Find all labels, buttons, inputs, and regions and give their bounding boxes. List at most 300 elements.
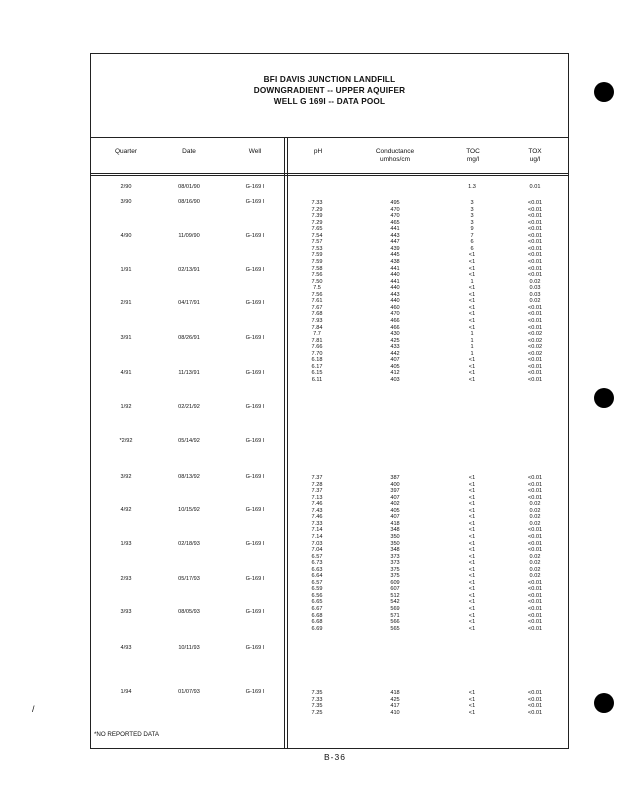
conductance-cell: 440 (390, 285, 400, 292)
conductance-cell: 438 (390, 259, 400, 265)
conductance-cell: 397 (390, 488, 400, 495)
conductance-cell: 445 (390, 252, 400, 259)
header-toc (466, 148, 480, 164)
toc-cell: 7 (470, 232, 474, 239)
date-cell: 08/26/91 (178, 335, 200, 341)
tox-cell: <0.01 (527, 606, 543, 612)
date-cell: 02/21/92 (178, 404, 200, 410)
toc-cell: <1 (468, 311, 476, 318)
table-frame (90, 53, 569, 749)
quarter-cell: 2/93 (120, 576, 132, 582)
well-cell: G-169 I (245, 233, 265, 239)
tox-cell: 0.01 (529, 184, 541, 190)
tox-cell: <0.01 (527, 259, 543, 265)
ph-cell: 7.33 (311, 696, 323, 703)
date-cell: 08/05/93 (178, 609, 200, 615)
tox-cell: <0.01 (527, 200, 543, 206)
ph-cell: 6.69 (311, 625, 323, 632)
ph-cell: 6.68 (311, 619, 323, 626)
quarter-cell: 3/91 (120, 335, 132, 341)
tox-cell: <0.01 (527, 265, 543, 272)
ph-cell: 7.5 (313, 285, 321, 292)
ph-cell: 7.14 (311, 527, 323, 534)
date-cell: 05/17/93 (178, 576, 200, 582)
tox-cell: <0.01 (527, 213, 543, 220)
well-cell: G-169 I (245, 474, 265, 480)
well-cell: G-169 I (245, 335, 265, 341)
tox-cell: <0.01 (527, 488, 543, 495)
well-cell: G-169 I (245, 689, 265, 695)
ph-cell: 7.56 (311, 291, 323, 298)
toc-cell: <1 (468, 619, 476, 626)
toc-cell: 1 (470, 350, 474, 357)
toc-cell: <1 (468, 363, 476, 370)
ph-cell: 7.84 (311, 324, 323, 331)
tox-cell: <0.02 (527, 331, 543, 337)
conductance-cell: 441 (390, 278, 400, 285)
ph-cell: 7.13 (311, 494, 323, 501)
conductance-cell: 400 (390, 481, 400, 488)
conductance-cell: 433 (390, 344, 400, 351)
conductance-cell: 375 (390, 573, 400, 580)
toc-cell: <1 (468, 298, 476, 305)
date-cell: 10/15/92 (178, 507, 200, 513)
conductance-cell: 460 (390, 304, 400, 311)
tox-cell: <0.01 (527, 272, 543, 279)
ph-cell: 6.56 (311, 592, 323, 599)
toc-cell: <1 (468, 690, 476, 696)
tox-cell: <0.01 (527, 304, 543, 311)
conductance-cell: 439 (390, 245, 400, 252)
conductance-cell: 442 (390, 350, 400, 357)
punch-hole (594, 82, 614, 102)
conductance-cell: 542 (390, 599, 400, 606)
conductance-cell: 405 (390, 507, 400, 514)
date-cell: 08/13/92 (178, 474, 200, 480)
tox-cell: <0.01 (527, 547, 543, 553)
well-cell: G-169 I (245, 541, 265, 547)
conductance-cell: 571 (390, 612, 400, 619)
ph-cell: 7.43 (311, 507, 323, 514)
scan-mark: / (32, 704, 35, 714)
toc-cell: 6 (470, 239, 474, 246)
page-number: B-36 (324, 752, 346, 762)
well-cell: G-169 I (245, 300, 265, 306)
conductance-cell: 470 (390, 311, 400, 318)
ph-cell: 6.15 (311, 370, 323, 377)
toc-cell: <1 (468, 573, 476, 580)
header-toc-label: TOC (466, 148, 480, 155)
table-title (91, 54, 568, 137)
ph-cell: 6.57 (311, 553, 323, 560)
date-cell: 02/18/93 (178, 541, 200, 547)
ph-cell: 6.11 (311, 376, 323, 383)
title-line-3: WELL G 169I -- DATA POOL (273, 97, 386, 106)
well-cell: G-169 I (245, 267, 265, 273)
toc-cell: <1 (468, 475, 476, 481)
conductance-cell: 425 (390, 337, 400, 344)
toc-cell: <1 (468, 285, 476, 292)
tox-cell: <0.01 (527, 239, 543, 246)
tox-cell: 0.02 (529, 566, 541, 573)
conductance-cell: 373 (390, 560, 400, 567)
conductance-cell: 443 (390, 291, 400, 298)
tox-cell: 0.02 (529, 573, 541, 580)
tox-cell: <0.01 (527, 619, 543, 626)
tox-cell: <0.01 (527, 370, 543, 377)
toc-cell: <1 (468, 494, 476, 501)
well-cell: G-169 I (245, 438, 265, 444)
tox-cell: 0.03 (529, 291, 541, 298)
conductance-cell: 569 (390, 606, 400, 612)
conductance-cell: 407 (390, 357, 400, 364)
ph-cell: 7.33 (311, 200, 323, 206)
toc-cell: <1 (468, 488, 476, 495)
conductance-cell: 465 (390, 219, 400, 226)
tox-cell: <0.01 (527, 226, 543, 233)
date-cell: 05/14/92 (178, 438, 200, 444)
conductance-cell: 440 (390, 298, 400, 305)
title-line-1: BFI DAVIS JUNCTION LANDFILL (263, 75, 396, 84)
toc-cell: <1 (468, 586, 476, 593)
tox-cell: <0.01 (527, 363, 543, 370)
tox-cell: <0.01 (527, 599, 543, 606)
date-cell: 08/01/90 (178, 184, 200, 190)
quarter-cell: 4/90 (120, 233, 132, 239)
ph-cell: 7.54 (311, 232, 323, 239)
toc-cell: <1 (468, 259, 476, 265)
tox-cell: 0.02 (529, 560, 541, 567)
tox-cell: <0.01 (527, 475, 543, 481)
ph-cell: 7.93 (311, 317, 323, 324)
quarter-cell: 1/94 (120, 689, 132, 695)
quarter-cell: 1/92 (120, 404, 132, 410)
tox-cell: <0.01 (527, 533, 543, 540)
toc-cell: <1 (468, 507, 476, 514)
toc-cell: <1 (468, 606, 476, 612)
conductance-cell: 466 (390, 324, 400, 331)
conductance-cell: 441 (390, 226, 400, 233)
quarter-cell: 4/92 (120, 507, 132, 513)
toc-cell: <1 (468, 520, 476, 527)
ph-cell: 7.81 (311, 337, 323, 344)
tox-cell: <0.01 (527, 206, 543, 213)
date-cell: 04/17/91 (178, 300, 200, 306)
toc-cell: <1 (468, 501, 476, 508)
ph-cell: 7.58 (311, 265, 323, 272)
conductance-cell: 350 (390, 540, 400, 547)
quarter-cell: 4/91 (120, 370, 132, 376)
well-cell: G-169 I (245, 507, 265, 513)
ph-cell: 7.50 (311, 278, 323, 285)
header-bottom-rule-2 (90, 175, 569, 176)
date-cell: 10/11/93 (178, 645, 200, 651)
toc-cell: <1 (468, 696, 476, 703)
quarter-cell: 1/91 (120, 267, 132, 273)
toc-cell: 1 (470, 337, 474, 344)
conductance-cell: 512 (390, 592, 400, 599)
ph-cell: 6.63 (311, 566, 323, 573)
tox-cell: <0.01 (527, 690, 543, 696)
quarter-cell: 2/90 (120, 184, 132, 190)
quarter-cell: 2/91 (120, 300, 132, 306)
well-cell: G-169 I (245, 199, 265, 205)
ph-cell: 7.66 (311, 344, 323, 351)
date-cell: 08/16/90 (178, 199, 200, 205)
toc-cell: <1 (468, 553, 476, 560)
quarter-cell: *2/92 (119, 438, 133, 444)
ph-cell: 7.35 (311, 703, 323, 710)
footnote: *NO REPORTED DATA (94, 731, 159, 738)
tox-cell: <0.02 (527, 344, 543, 351)
conductance-cell: 609 (390, 579, 400, 586)
quarter-cell: 3/93 (120, 609, 132, 615)
well-cell: G-169 I (245, 609, 265, 615)
ph-cell: 7.46 (311, 514, 323, 521)
conductance-cell: 441 (390, 265, 400, 272)
conductance-cell: 565 (390, 625, 400, 632)
tox-cell: 0.02 (529, 278, 541, 285)
conductance-cell: 607 (390, 586, 400, 593)
toc-cell: <1 (468, 317, 476, 324)
conductance-cell: 375 (390, 566, 400, 573)
toc-cell: <1 (468, 547, 476, 553)
ph-cell: 6.59 (311, 586, 323, 593)
tox-cell: <0.01 (527, 481, 543, 488)
toc-cell: 9 (470, 226, 474, 233)
tox-cell: <0.01 (527, 579, 543, 586)
conductance-cell: 417 (390, 703, 400, 710)
conductance-cell: 348 (390, 527, 400, 534)
conductance-cell: 407 (390, 514, 400, 521)
ph-cell: 7.59 (311, 252, 323, 259)
conductance-cell: 425 (390, 696, 400, 703)
toc-cell: <1 (468, 625, 476, 632)
ph-cell: 6.73 (311, 560, 323, 567)
conductance-cell: 470 (390, 213, 400, 220)
toc-cell: <1 (468, 703, 476, 710)
tox-cell: <0.01 (527, 494, 543, 501)
ph-cell: 7.59 (311, 259, 323, 265)
toc-cell: <1 (468, 272, 476, 279)
header-tox-label: TOX (528, 148, 542, 155)
tox-cell: 0.02 (529, 501, 541, 508)
toc-cell: <1 (468, 592, 476, 599)
tox-cell: 0.02 (529, 507, 541, 514)
header-conductance-unit: umhos/cm (380, 156, 410, 163)
toc-cell: <1 (468, 370, 476, 377)
ph-cell: 6.18 (311, 357, 323, 364)
well-cell: G-169 I (245, 576, 265, 582)
ph-cell: 7.57 (311, 239, 323, 246)
ph-cell: 7.29 (311, 219, 323, 226)
toc-cell: 3 (470, 213, 474, 220)
toc-cell: <1 (468, 566, 476, 573)
tox-cell: <0.01 (527, 245, 543, 252)
toc-cell: <1 (468, 579, 476, 586)
toc-cell: <1 (468, 599, 476, 606)
ph-cell: 7.39 (311, 213, 323, 220)
tox-cell: <0.01 (527, 232, 543, 239)
ph-cell: 6.67 (311, 606, 323, 612)
tox-cell: <0.01 (527, 540, 543, 547)
ph-cell: 7.33 (311, 520, 323, 527)
header-tox-unit: ug/l (529, 156, 541, 163)
toc-cell: 1 (470, 344, 474, 351)
tox-cell: <0.01 (527, 709, 543, 716)
well-cell: G-169 I (245, 645, 265, 651)
tox-cell: 0.02 (529, 520, 541, 527)
toc-cell: 6 (470, 245, 474, 252)
ph-cell: 7.37 (311, 488, 323, 495)
toc-cell: <1 (468, 560, 476, 567)
toc-cell: <1 (468, 357, 476, 364)
ph-cell: 7.29 (311, 206, 323, 213)
ph-cell: 6.57 (311, 579, 323, 586)
toc-cell: <1 (468, 612, 476, 619)
date-cell: 11/13/91 (178, 370, 200, 376)
toc-cell: <1 (468, 291, 476, 298)
conductance-cell: 412 (390, 370, 400, 377)
tox-cell: <0.02 (527, 350, 543, 357)
header-quarter: Quarter (114, 148, 138, 155)
toc-cell: 1 (470, 278, 474, 285)
toc-cell: 3 (470, 219, 474, 226)
toc-cell: <1 (468, 304, 476, 311)
conductance-cell: 440 (390, 272, 400, 279)
tox-cell: <0.01 (527, 252, 543, 259)
toc-cell: <1 (468, 533, 476, 540)
tox-cell: <0.01 (527, 592, 543, 599)
ph-cell: 7.35 (311, 690, 323, 696)
header-tox (528, 148, 541, 164)
ph-cell: 6.65 (311, 599, 323, 606)
ph-cell: 6.17 (311, 363, 323, 370)
ph-cell: 7.25 (311, 709, 323, 716)
conductance-cell: 466 (390, 317, 400, 324)
toc-cell: <1 (468, 709, 476, 716)
conductance-cell: 387 (390, 475, 400, 481)
header-top-rule (90, 137, 569, 138)
header-well: Well (248, 148, 262, 155)
column-divider (284, 137, 285, 749)
conductance-cell: 407 (390, 494, 400, 501)
conductance-cell: 402 (390, 501, 400, 508)
conductance-cell: 348 (390, 547, 400, 553)
well-cell: G-169 I (245, 370, 265, 376)
tox-cell: <0.01 (527, 625, 543, 632)
ph-cell: 7.37 (311, 475, 323, 481)
tox-cell: 0.02 (529, 553, 541, 560)
quarter-cell: 3/90 (120, 199, 132, 205)
ph-cell: 7.46 (311, 501, 323, 508)
header-conductance (376, 148, 414, 164)
ph-cell: 7.53 (311, 245, 323, 252)
tox-cell: <0.01 (527, 696, 543, 703)
ph-cell: 6.64 (311, 573, 323, 580)
ph-cell: 7.56 (311, 272, 323, 279)
ph-cell: 7.7 (313, 331, 321, 337)
tox-cell: <0.01 (527, 703, 543, 710)
tox-cell: <0.01 (527, 586, 543, 593)
toc-cell: 3 (470, 206, 474, 213)
conductance-cell: 405 (390, 363, 400, 370)
toc-cell: <1 (468, 252, 476, 259)
toc-cell: <1 (468, 376, 476, 383)
tox-cell: <0.01 (527, 357, 543, 364)
tox-cell: 0.02 (529, 514, 541, 521)
tox-cell: <0.01 (527, 219, 543, 226)
quarter-cell: 4/93 (120, 645, 132, 651)
quarter-cell: 3/92 (120, 474, 132, 480)
tox-cell: 0.02 (529, 298, 541, 305)
tox-cell: <0.01 (527, 376, 543, 383)
toc-cell: 1.3 (468, 184, 476, 190)
punch-hole (594, 693, 614, 713)
well-cell: G-169 I (245, 184, 265, 190)
date-cell: 01/07/93 (178, 689, 200, 695)
toc-cell: <1 (468, 540, 476, 547)
date-cell: 02/13/91 (178, 267, 200, 273)
ph-cell: 7.04 (311, 547, 323, 553)
ph-cell: 7.65 (311, 226, 323, 233)
conductance-cell: 403 (390, 376, 400, 383)
punch-hole (594, 388, 614, 408)
toc-cell: 3 (470, 200, 474, 206)
header-toc-unit: mg/l (466, 156, 480, 163)
header-bottom-rule (90, 173, 569, 174)
toc-cell: <1 (468, 514, 476, 521)
date-cell: 11/09/90 (178, 233, 200, 239)
header-ph: pH (313, 148, 323, 155)
conductance-cell: 350 (390, 533, 400, 540)
toc-cell: <1 (468, 527, 476, 534)
column-divider (287, 137, 288, 749)
header-conductance-label: Conductance (375, 148, 415, 155)
tox-cell: <0.01 (527, 612, 543, 619)
ph-cell: 7.61 (311, 298, 323, 305)
well-cell: G-169 I (245, 404, 265, 410)
title-line-2: DOWNGRADIENT -- UPPER AQUIFER (253, 86, 406, 95)
quarter-cell: 1/93 (120, 541, 132, 547)
header-date: Date (182, 148, 196, 155)
tox-cell: 0.03 (529, 285, 541, 292)
conductance-cell: 430 (390, 331, 400, 337)
conductance-cell: 470 (390, 206, 400, 213)
tox-cell: <0.01 (527, 317, 543, 324)
tox-cell: <0.02 (527, 337, 543, 344)
ph-cell: 7.70 (311, 350, 323, 357)
ph-cell: 7.68 (311, 311, 323, 318)
ph-cell: 7.28 (311, 481, 323, 488)
ph-cell: 7.67 (311, 304, 323, 311)
tox-cell: <0.01 (527, 311, 543, 318)
tox-cell: <0.01 (527, 324, 543, 331)
conductance-cell: 495 (390, 200, 400, 206)
toc-cell: <1 (468, 324, 476, 331)
toc-cell: 1 (470, 331, 474, 337)
ph-cell: 7.14 (311, 533, 323, 540)
conductance-cell: 418 (390, 520, 400, 527)
conductance-cell: 418 (390, 690, 400, 696)
toc-cell: <1 (468, 481, 476, 488)
toc-cell: <1 (468, 265, 476, 272)
ph-cell: 7.03 (311, 540, 323, 547)
ph-cell: 6.68 (311, 612, 323, 619)
conductance-cell: 443 (390, 232, 400, 239)
tox-cell: <0.01 (527, 527, 543, 534)
conductance-cell: 410 (390, 709, 400, 716)
